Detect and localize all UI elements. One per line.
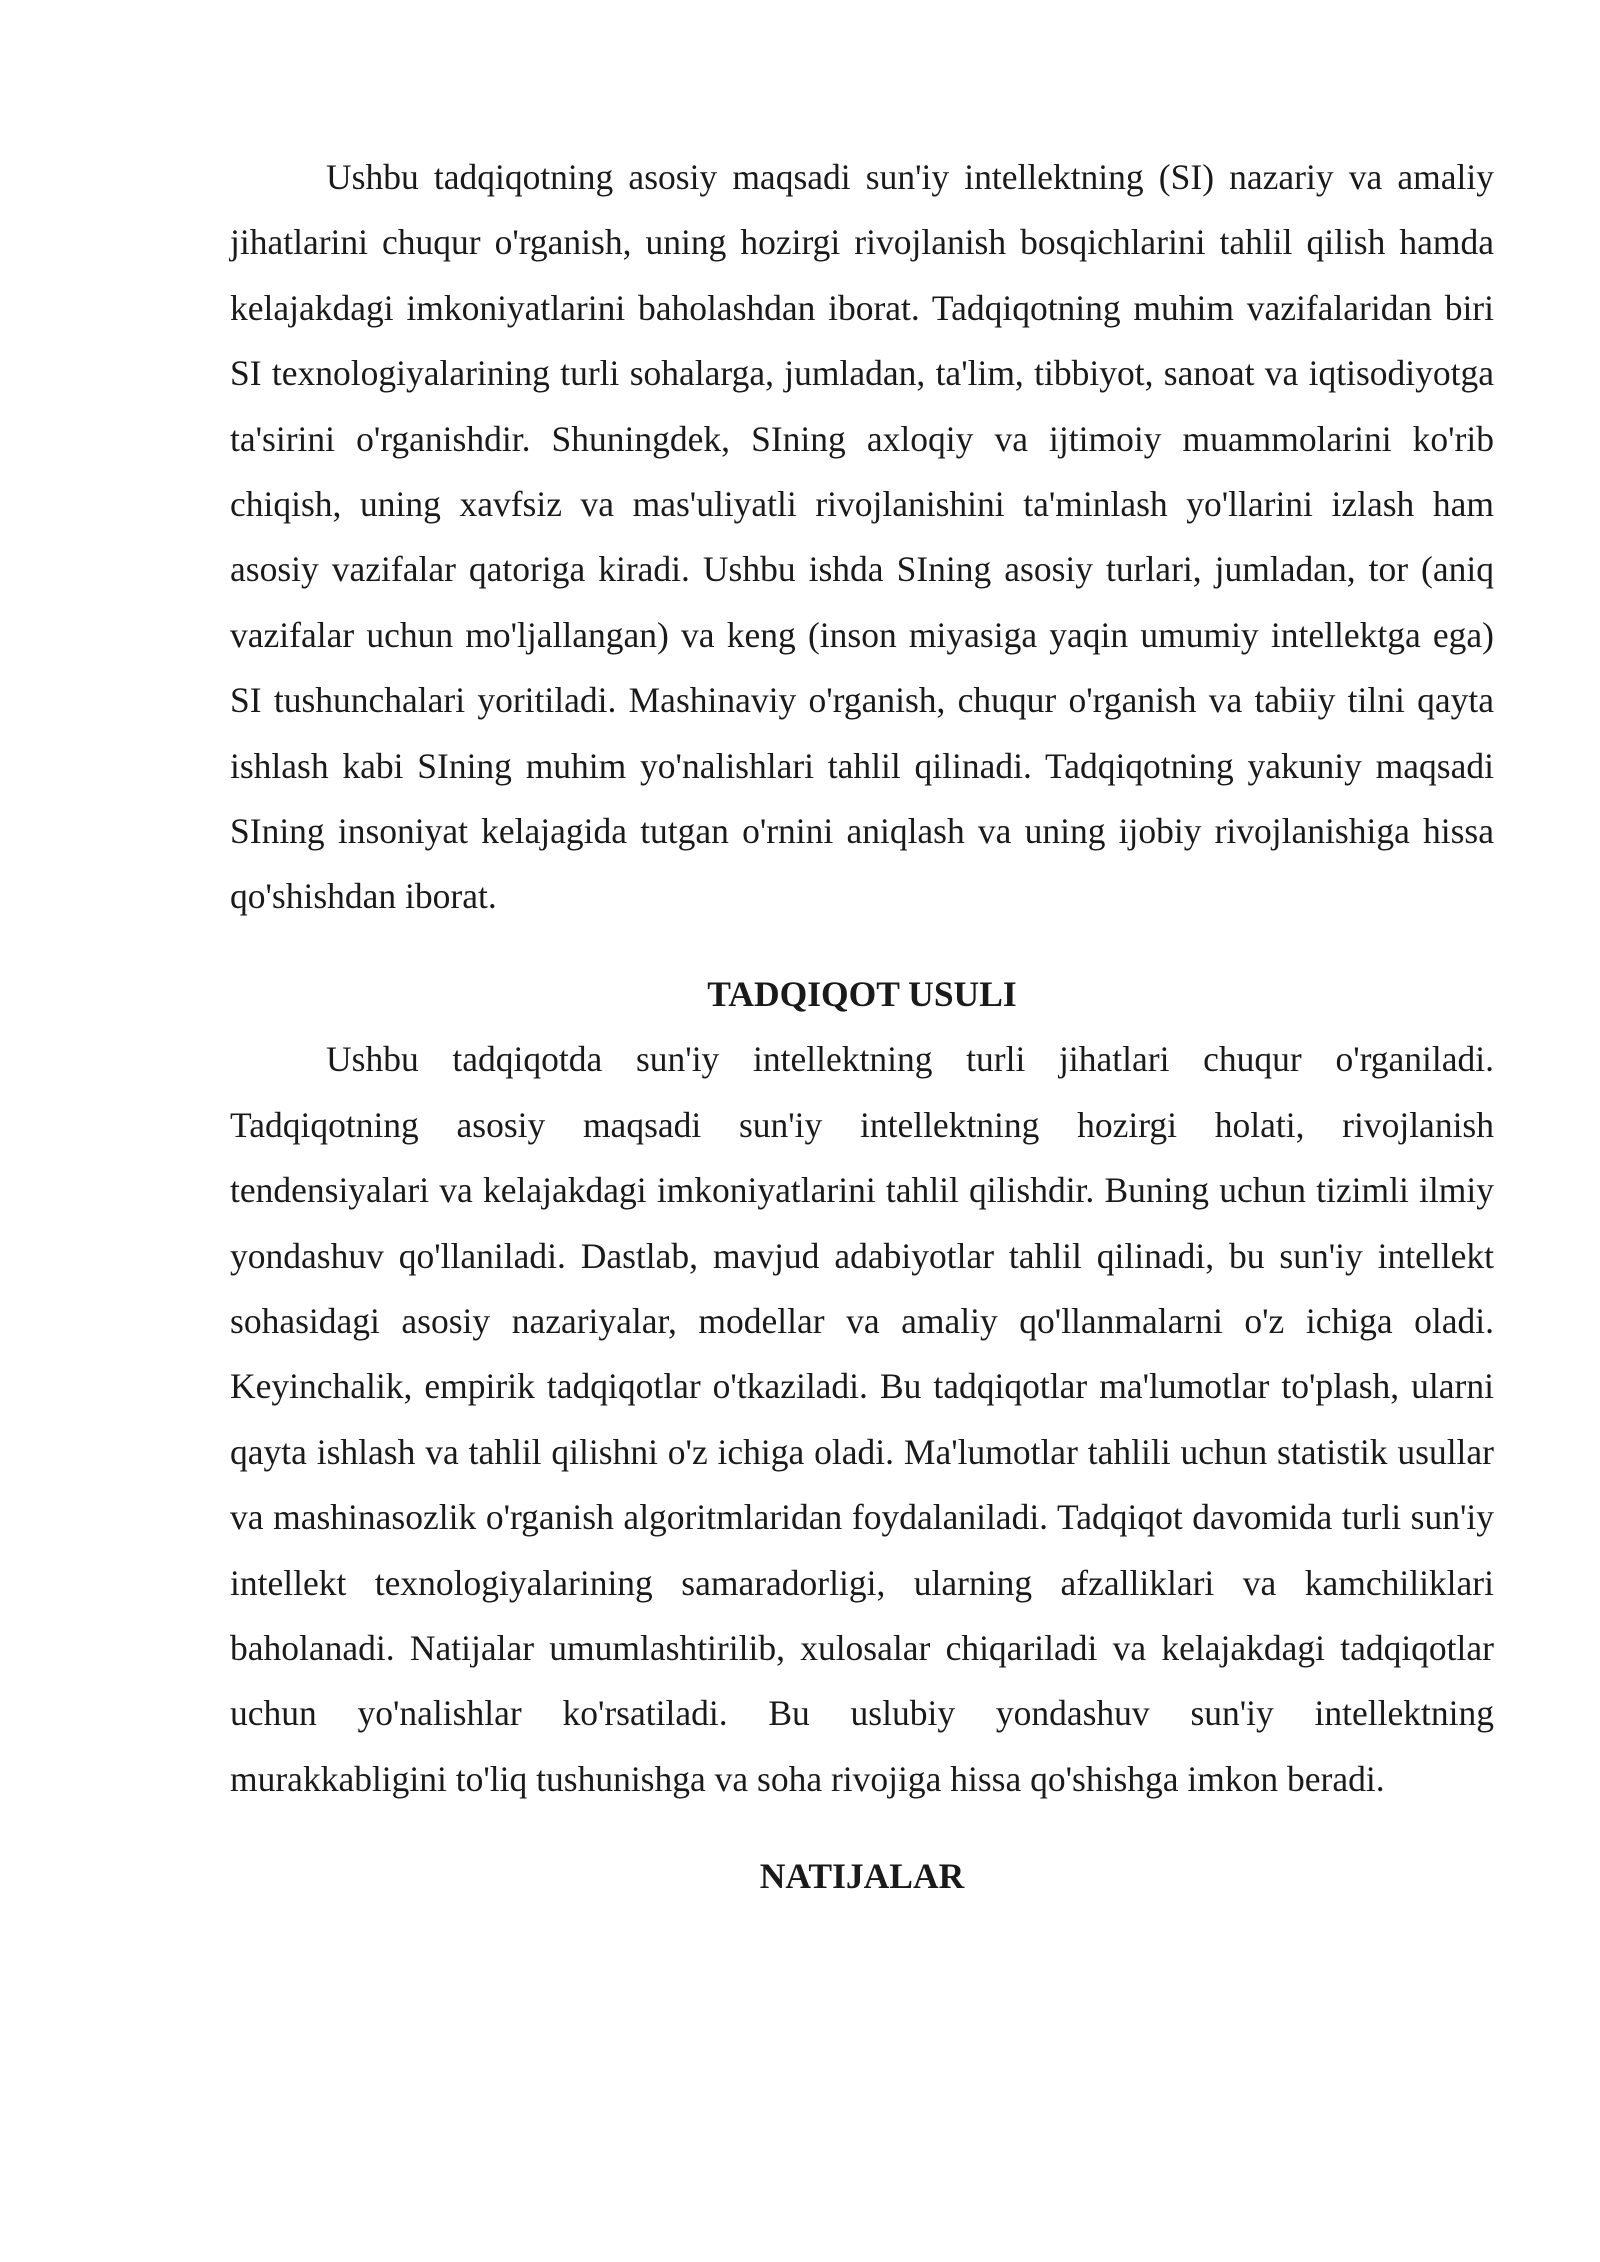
section-heading-method: TADQIQOT USULI xyxy=(707,973,1017,1014)
paragraph-method: Ushbu tadqiqotda sun'iy intellektning turli jihatlari chuqur o'rganiladi. Tadqiqotning asosiy maqsadi sun'iy intellektning hozirgi holati, rivojlanish tendensiyalari va kelajakdagi imkoniyatlarini tahlil qilishdir. Buning uchun tizimli ilmiy yondashuv qo'llaniladi. Dastlab, mavjud adabiyotlar tahlil qilinadi, bu sun'iy intellekt sohasidagi asosiy nazariyalar, modellar va amaliy qo'llanmalarni o'z ichiga oladi. Keyinchalik, empirik tadqiqotlar o'tkaziladi. Bu tadqiqotlar ma'lumotlar to'plash, ularni qayta ishlash va tahlil qilishni o'z ichiga oladi. Ma'lumotlar tahlili uchun statistik usullar va mashinasozlik o'rganish algoritmlaridan foydalaniladi. Tadqiqot davomida turli sun'iy intellekt texnologiyalarining samaradorligi, ularning afzalliklari va kamchiliklari baholanadi. Natijalar umumlashtirilib, xulosalar chiqariladi va kelajakdagi tadqiqotlar uchun yo'nalishlar ko'rsatiladi. Bu uslubiy yondashuv sun'iy intellektning murakkabligini to'liq tushunishga va soha rivojiga hissa qo'shishga imkon beradi. xyxy=(230,1039,1494,1799)
paragraph-aims: Ushbu tadqiqotning asosiy maqsadi sun'iy intellektning (SI) nazariy va amaliy jihatlarini chuqur o'rganish, uning hozirgi rivojlanish bosqichlarini tahlil qilish hamda kelajakdagi imkoniyatlarini baholashdan iborat. Tadqiqotning muhim vazifalaridan biri SI texnologiyalarining turli sohalarga, jumladan, ta'lim, tibbiyot, sanoat va iqtisodiyotga ta'sirini o'rganishdir. Shuningdek, SIning axloqiy va ijtimoiy muammolarini ko'rib chiqish, uning xavfsiz va mas'uliyatli rivojlanishini ta'minlash yo'llarini izlash ham asosiy vazifalar qatoriga kiradi. Ushbu ishda SIning asosiy turlari, jumladan, tor (aniq vazifalar uchun mo'ljallangan) va keng (inson miyasiga yaqin umumiy intellektga ega) SI tushunchalari yoritiladi. Mashinaviy o'rganish, chuqur o'rganish va tabiiy tilni qayta ishlash kabi SIning muhim yo'nalishlari tahlil qilinadi. Tadqiqotning yakuniy maqsadi SIning insoniyat kelajagida tutgan o'rnini aniqlash va uning ijobiy rivojlanishiga hissa qo'shishdan iborat. xyxy=(230,157,1494,917)
document-page xyxy=(230,145,1494,1910)
section-heading-results: NATIJALAR xyxy=(759,1856,965,1897)
